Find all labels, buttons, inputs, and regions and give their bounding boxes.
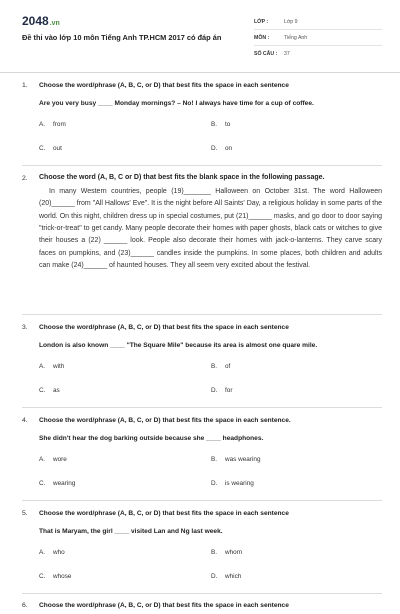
meta-value: Lớp 9 [284, 18, 298, 25]
option-b[interactable] [211, 540, 382, 564]
option-letter: B. [211, 120, 218, 128]
passage-text: In many Western countries, people (19)_______ Halloween on October 31st. The word Halloween (20)______ from "All Hallows' Eve". It is the night before All Saints' Day, a religious holiday in some parts of the world. On this night, children dress up in special costumes, put (21)______ masks, and go door to door saying "trick-or-treat" to get candy. Many people decorate their homes with paper ghosts, black cats or witches to give their houses a (22) ______ look. People also decorate their homes with jack-o-lanterns. They carve scary faces on pumpkins, and (23)______ candles inside the pumpkins. In some places, both children and adults can make (24)______ of haunted houses. They all seem very excited about the festival. [39, 188, 382, 270]
question-stem: She didn't hear the dog barking outside because she ____ headphones. [39, 435, 264, 442]
question-instruction: Choose the word (A, B, C or D) that best fits the blank space in the following passage. [39, 174, 325, 181]
option-a[interactable] [39, 112, 211, 136]
option-text: wearing [53, 479, 76, 487]
question-number: 5. [22, 510, 28, 517]
option-d[interactable] [211, 378, 382, 402]
question-instruction: Choose the word/phrase (A, B, C, or D) that best fits the space in each sentence. [39, 417, 291, 424]
option-letter: B. [211, 548, 218, 556]
question-6 [22, 594, 382, 614]
site-logo[interactable] [22, 14, 60, 28]
option-letter: B. [211, 362, 218, 370]
option-c[interactable] [39, 136, 211, 160]
option-text: whose [53, 572, 72, 580]
option-text: out [53, 144, 62, 152]
option-letter: B. [211, 455, 218, 463]
option-letter: A. [39, 455, 46, 463]
question-list [0, 73, 400, 614]
option-d[interactable] [211, 136, 382, 160]
option-b[interactable] [211, 354, 382, 378]
option-letter: C. [39, 386, 46, 394]
meta-key: LỚP : [254, 18, 269, 25]
answer-options [39, 112, 382, 160]
question-instruction: Choose the word/phrase (A, B, C, or D) that best fits the space in each sentence [39, 602, 289, 609]
option-text: as [53, 386, 60, 394]
meta-key: SỐ CÂU : [254, 50, 278, 57]
option-c[interactable] [39, 471, 211, 495]
option-text: from [53, 120, 66, 128]
meta-key: MÔN : [254, 34, 270, 41]
question-stem: Are you very busy ____ Monday mornings? – No! I always have time for a cup of coffee. [39, 100, 314, 107]
option-letter: A. [39, 362, 46, 370]
question-4 [22, 408, 382, 501]
question-number: 3. [22, 324, 28, 331]
answer-options [39, 540, 382, 588]
question-stem: That is Maryam, the girl ____ visited Lan and Ng last week. [39, 528, 223, 535]
option-letter: D. [211, 386, 218, 394]
question-instruction: Choose the word/phrase (A, B, C, or D) that best fits the space in each sentence [39, 324, 289, 331]
logo-text: 2048 [22, 14, 49, 28]
option-a[interactable] [39, 540, 211, 564]
option-letter: C. [39, 144, 46, 152]
reading-passage [39, 186, 382, 272]
option-c[interactable] [39, 378, 211, 402]
option-a[interactable] [39, 447, 211, 471]
option-letter: D. [211, 572, 218, 580]
option-a[interactable] [39, 354, 211, 378]
answer-options [39, 354, 382, 402]
question-3 [22, 315, 382, 408]
meta-row-subject [254, 30, 382, 46]
option-text: which [225, 572, 242, 580]
option-text: of [225, 362, 231, 370]
question-number: 6. [22, 602, 28, 609]
question-number: 2. [22, 175, 28, 182]
question-number: 1. [22, 82, 28, 89]
question-instruction: Choose the word/phrase (A, B, C, or D) that best fits the space in each sentence [39, 510, 289, 517]
option-c[interactable] [39, 564, 211, 588]
question-1 [22, 73, 382, 166]
option-text: wore [53, 455, 67, 463]
option-d[interactable] [211, 471, 382, 495]
option-text: whom [225, 548, 243, 556]
option-text: to [225, 120, 231, 128]
meta-value: 37 [284, 50, 290, 57]
question-2 [22, 166, 382, 315]
question-instruction: Choose the word/phrase (A, B, C, or D) that best fits the space in each sentence [39, 82, 289, 89]
option-b[interactable] [211, 112, 382, 136]
option-b[interactable] [211, 447, 382, 471]
option-text: is wearing [225, 479, 254, 487]
page-title: Đề thi vào lớp 10 môn Tiếng Anh TP.HCM 2017 có đáp án [22, 33, 222, 42]
option-letter: A. [39, 120, 46, 128]
option-text: with [53, 362, 65, 370]
option-d[interactable] [211, 564, 382, 588]
option-text: for [225, 386, 233, 394]
question-5 [22, 501, 382, 594]
option-letter: D. [211, 479, 218, 487]
meta-value: Tiếng Anh [284, 34, 308, 41]
question-number: 4. [22, 417, 28, 424]
option-letter: C. [39, 572, 46, 580]
meta-row-question-count [254, 46, 382, 61]
option-text: who [53, 548, 65, 556]
option-text: was wearing [225, 455, 261, 463]
option-letter: D. [211, 144, 218, 152]
meta-row-class [254, 14, 382, 30]
option-letter: A. [39, 548, 46, 556]
exam-meta-table [254, 14, 382, 61]
option-letter: C. [39, 479, 46, 487]
question-stem: London is also known ____ "The Square Mile" because its area is almost one quare mile. [39, 342, 318, 349]
answer-options [39, 447, 382, 495]
page-header [0, 0, 400, 73]
logo-suffix: .vn [49, 20, 60, 27]
option-text: on [225, 144, 233, 152]
